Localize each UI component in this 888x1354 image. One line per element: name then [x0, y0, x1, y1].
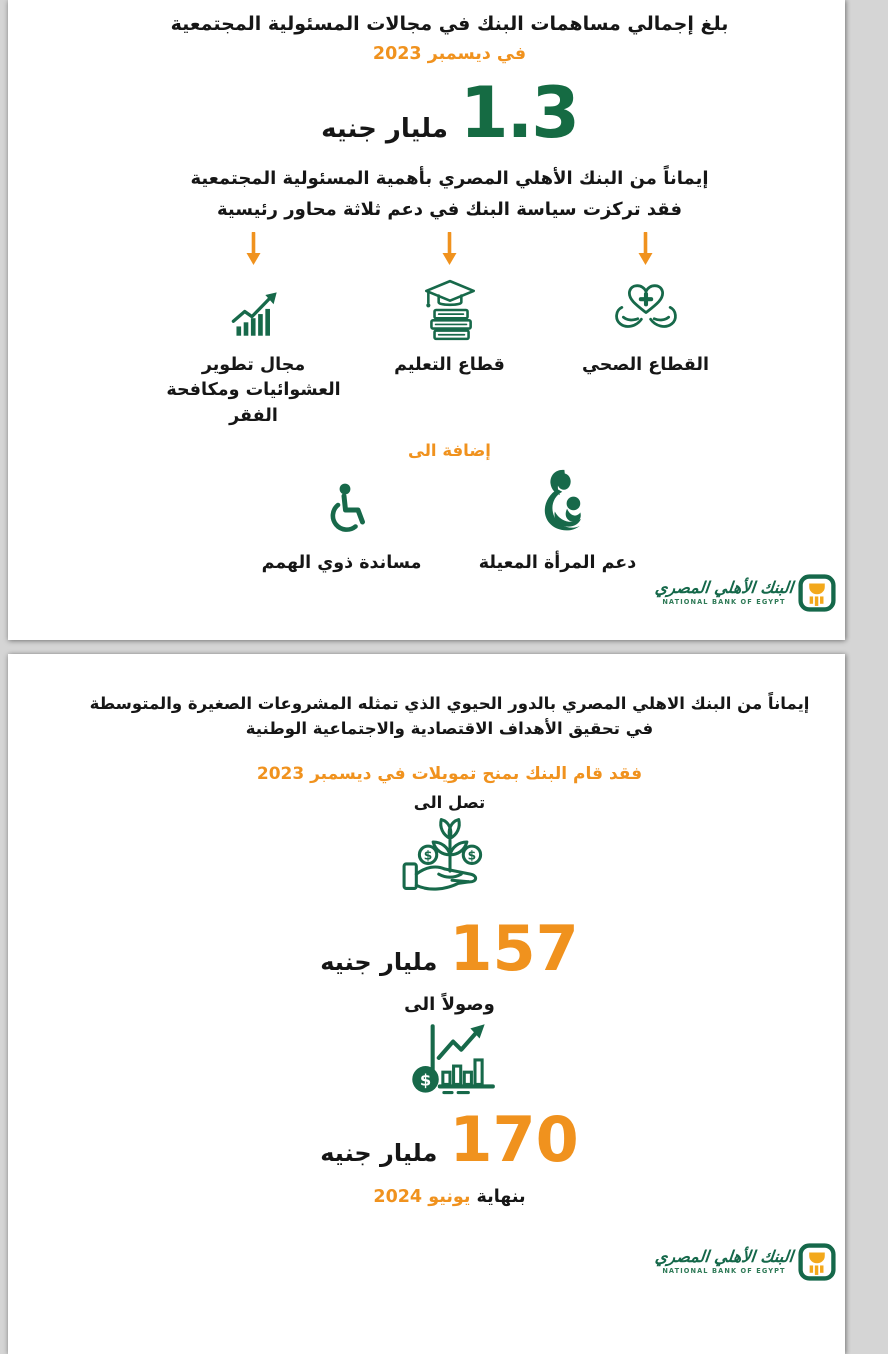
panel2-intro-line1: إيماناً من البنك الاهلي المصري بالدور الحيوي الذي تمثله المشروعات الصغيرة والمتوسطة	[89, 694, 810, 713]
graduation-cap-books-icon	[417, 274, 483, 342]
panel2-amount1-row	[60, 912, 839, 986]
nbe-logo	[655, 574, 836, 612]
panel2-end-orange: يونيو 2024	[373, 1187, 471, 1208]
panel1-body-line2: فقد تركزت سياسة البنك في دعم ثلاثة محاور رئيسية	[216, 199, 682, 220]
panel2-upto-label: وصولاً الى	[404, 994, 495, 1016]
mother-child-icon	[525, 464, 591, 540]
pillars-row	[60, 232, 839, 429]
nbe-logo-arabic: البنك الأهلي المصري	[654, 1247, 795, 1267]
panel2-intro-line2: في تحقيق الأهداف الاقتصادية والاجتماعية الوطنية	[245, 719, 654, 739]
svg-text:$: $	[419, 1070, 431, 1090]
panel-social-responsibility	[8, 0, 845, 640]
nbe-emblem-icon	[798, 574, 836, 612]
extra-disabled-label: مساندة ذوي الهمم	[261, 553, 422, 574]
hands-heart-plus-icon	[610, 274, 682, 342]
nbe-emblem-icon	[798, 1243, 836, 1281]
extra-women-label: دعم المرأة المعيلة	[478, 553, 637, 574]
nbe-logo-arabic: البنك الأهلي المصري	[654, 578, 795, 598]
svg-text:$: $	[423, 849, 432, 864]
panel2-amount2: 170	[449, 1103, 579, 1177]
extra-disabled-support	[247, 464, 437, 573]
growth-bars-arrow-icon	[221, 274, 287, 342]
panel2-amount1-unit: مليار جنيه	[320, 948, 438, 977]
nbe-logo-english: NATIONAL BANK OF EGYPT	[662, 1267, 786, 1276]
pillar-slums-development	[156, 232, 352, 429]
extras-row	[60, 464, 839, 573]
down-arrow-icon	[246, 232, 261, 265]
nbe-logo-english: NATIONAL BANK OF EGYPT	[662, 598, 786, 607]
nbe-logo-text	[655, 1249, 793, 1275]
down-arrow-icon	[442, 232, 457, 265]
panel2-end-line	[60, 1187, 839, 1207]
chart-dollar-icon	[60, 1019, 839, 1107]
pillar-health-label: القطاع الصحي	[582, 355, 709, 375]
svg-text:$: $	[467, 849, 476, 864]
wheelchair-icon	[312, 464, 372, 540]
panel2-amount2-row	[60, 1103, 839, 1177]
panel1-date: في ديسمبر 2023	[372, 44, 527, 64]
panel2-amount2-unit: مليار جنيه	[320, 1139, 438, 1168]
pillar-education-label: قطاع التعليم	[394, 355, 505, 375]
pillar-slums-label: مجال تطوير العشوائيات ومكافحة الفقر	[166, 355, 341, 426]
panel1-body-line1: إيماناً من البنك الأهلي المصري بأهمية المسئولية المجتمعية	[190, 168, 709, 189]
panel1-title: بلغ إجمالي مساهمات البنك في مجالات المسئولية المجتمعية	[170, 13, 729, 35]
panel2-amount1: 157	[449, 912, 579, 986]
pillar-education	[352, 232, 548, 429]
panel1-amount-row	[60, 72, 839, 154]
panel1-amount: 1.3	[459, 72, 578, 154]
extra-women-support	[463, 464, 653, 573]
panel2-end-dark: بنهاية	[476, 1187, 526, 1208]
panel2-highlight: فقد قام البنك بمنح تمويلات في ديسمبر 2023	[256, 764, 643, 785]
hand-plant-coins-icon	[60, 816, 839, 916]
addition-label: إضافة الى	[408, 441, 491, 461]
panel2-reach-label: تصل الى	[413, 793, 486, 813]
panel1-amount-unit: مليار جنيه	[321, 114, 448, 144]
down-arrow-icon	[638, 232, 653, 265]
panel-sme-financing	[8, 654, 845, 1354]
nbe-logo	[655, 1243, 836, 1281]
nbe-logo-text	[655, 580, 793, 606]
pillar-health	[548, 232, 744, 429]
